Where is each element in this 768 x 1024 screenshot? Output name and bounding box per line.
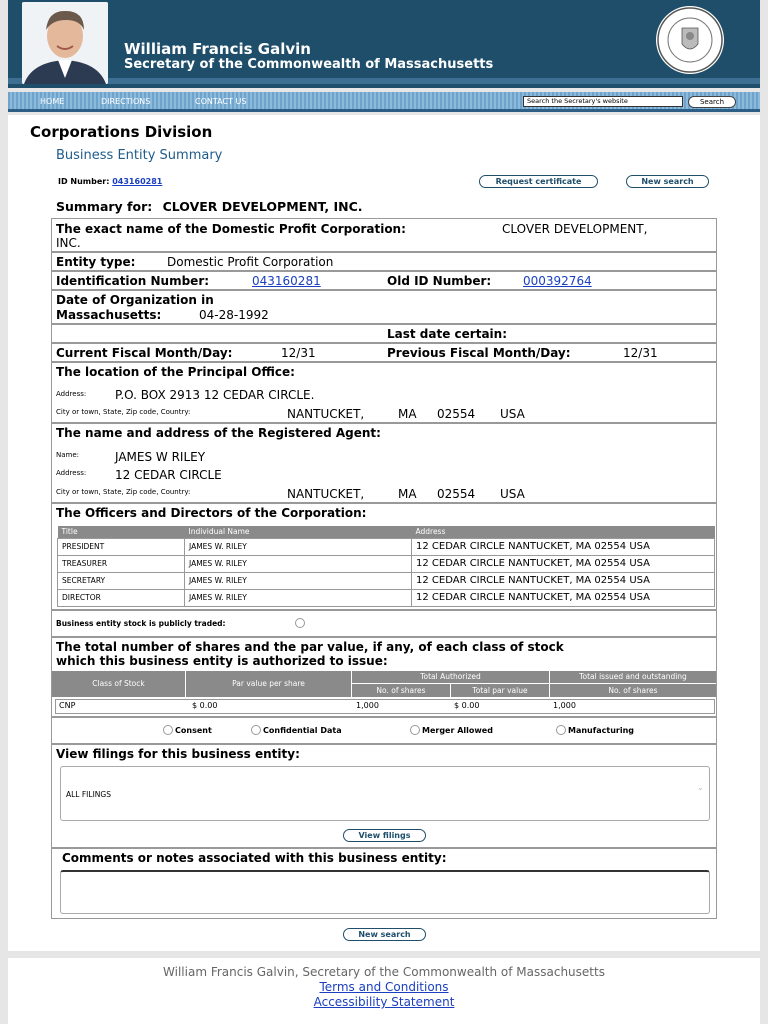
table-row	[58, 589, 715, 606]
filings-section	[51, 744, 717, 848]
previous-fiscal-value: 12/31	[623, 346, 658, 360]
agent-state: MA	[398, 487, 417, 501]
identification-number-label: Identification Number:	[56, 274, 210, 288]
officer-name: JAMES W. RILEY	[185, 555, 412, 572]
merger-allowed-label: Merger Allowed	[422, 726, 493, 735]
filings-selected-option: ALL FILINGS	[66, 790, 111, 799]
secretary-portrait	[22, 2, 108, 84]
principal-office-section	[51, 362, 717, 423]
site-header	[8, 0, 760, 88]
officer-address: 12 CEDAR CIRCLE NANTUCKET, MA 02554 USA	[412, 572, 715, 589]
officer-name: JAMES W. RILEY	[185, 538, 412, 555]
summary-entity-name: CLOVER DEVELOPMENT, INC.	[162, 199, 363, 214]
old-id-number-link[interactable]: 000392764	[523, 274, 592, 288]
date-of-organization-label-2: Massachusetts:	[56, 308, 162, 322]
manufacturing-checkbox[interactable]	[556, 725, 566, 735]
officers-col-title: Title	[58, 526, 185, 538]
secretary-title: Secretary of the Commonwealth of Massachusetts	[124, 57, 494, 72]
summary-label: Summary for:	[56, 199, 153, 214]
officer-name: JAMES W. RILEY	[185, 572, 412, 589]
confidential-data-checkbox[interactable]	[251, 725, 261, 735]
officer-address: 12 CEDAR CIRCLE NANTUCKET, MA 02554 USA	[412, 589, 715, 606]
officers-section	[51, 503, 717, 610]
exact-name-value-1: CLOVER DEVELOPMENT,	[502, 222, 648, 236]
chevron-down-icon: ⌄	[697, 783, 704, 792]
previous-fiscal-label: Previous Fiscal Month/Day:	[387, 346, 571, 360]
principal-city-label: City or town, State, Zip code, Country:	[56, 408, 191, 416]
stock-col-issued-shares: No. of shares	[550, 684, 716, 697]
accessibility-link[interactable]: Accessibility Statement	[313, 995, 455, 1009]
consent-label: Consent	[175, 726, 212, 735]
terms-link[interactable]: Terms and Conditions	[319, 980, 449, 994]
agent-city: NANTUCKET,	[287, 487, 365, 501]
fiscal-month-label: Current Fiscal Month/Day:	[56, 346, 233, 360]
exact-name-label: The exact name of the Domestic Profit Corporation:	[56, 222, 406, 236]
entity-flags-section	[51, 717, 717, 744]
exact-name-section	[51, 218, 717, 252]
stock-par-value: $ 0.00	[192, 701, 218, 710]
officers-header-row	[58, 526, 715, 538]
stock-col-total-issued: Total issued and outstanding	[550, 671, 716, 683]
stock-col-class: Class of Stock	[52, 671, 185, 697]
stock-col-total-authorized: Total Authorized	[352, 671, 549, 683]
fiscal-month-value: 12/31	[281, 346, 316, 360]
principal-office-heading: The location of the Principal Office:	[56, 365, 295, 379]
entity-type-label: Entity type:	[56, 255, 136, 269]
confidential-data-label: Confidential Data	[263, 726, 342, 735]
last-date-certain-section	[51, 324, 717, 343]
summary-heading	[56, 199, 363, 214]
officers-col-address: Address	[412, 526, 715, 538]
site-search-input[interactable]: Search the Secretary's website	[523, 96, 683, 107]
officers-table	[57, 526, 715, 607]
officer-title: TREASURER	[58, 555, 185, 572]
id-numbers-section	[51, 271, 717, 290]
nav-home-link[interactable]: HOME	[40, 97, 65, 106]
exact-name-value-2: INC.	[56, 236, 81, 250]
site-footer	[8, 958, 760, 1024]
officer-address: 12 CEDAR CIRCLE NANTUCKET, MA 02554 USA	[412, 538, 715, 555]
nav-directions-link[interactable]: DIRECTIONS	[101, 97, 151, 106]
principal-zip: 02554	[437, 407, 476, 421]
view-filings-button[interactable]: View filings	[343, 829, 426, 842]
principal-city: NANTUCKET,	[287, 407, 365, 421]
comments-section	[51, 848, 717, 919]
publicly-traded-label: Business entity stock is publicly traded:	[56, 619, 226, 628]
identification-number-link[interactable]: 043160281	[252, 274, 321, 288]
merger-allowed-checkbox[interactable]	[410, 725, 420, 735]
officers-heading: The Officers and Directors of the Corporation:	[56, 506, 367, 520]
table-row	[58, 555, 715, 572]
registered-agent-section	[51, 423, 717, 503]
officer-address: 12 CEDAR CIRCLE NANTUCKET, MA 02554 USA	[412, 555, 715, 572]
main-content	[8, 115, 760, 951]
stock-col-par: Par value per share	[186, 671, 351, 697]
id-number-link[interactable]: 043160281	[112, 177, 163, 186]
stock-heading-2: which this business entity is authorized to issue:	[56, 654, 388, 668]
manufacturing-label: Manufacturing	[568, 726, 634, 735]
id-number-line	[58, 177, 162, 186]
last-date-certain-label: Last date certain:	[387, 327, 507, 341]
agent-name-value: JAMES W RILEY	[115, 450, 206, 464]
new-search-button-top[interactable]: New search	[626, 175, 709, 188]
stock-class-value: CNP	[59, 701, 76, 710]
entity-type-value: Domestic Profit Corporation	[167, 255, 334, 269]
page-title: Corporations Division	[30, 123, 213, 141]
new-search-button-bottom[interactable]: New search	[343, 928, 426, 941]
stock-auth-shares-value: 1,000	[356, 701, 379, 710]
date-of-organization-label-1: Date of Organization in	[56, 293, 214, 307]
date-of-organization-section	[51, 290, 717, 324]
fiscal-section	[51, 343, 717, 362]
old-id-number-label: Old ID Number:	[387, 274, 492, 288]
officer-title: DIRECTOR	[58, 589, 185, 606]
principal-country: USA	[500, 407, 525, 421]
header-stripe	[8, 78, 760, 84]
officer-name: JAMES W. RILEY	[185, 589, 412, 606]
commonwealth-seal-icon	[656, 6, 724, 74]
footer-text: William Francis Galvin, Secretary of the Commonwealth of Massachusetts	[163, 965, 605, 979]
filings-heading: View filings for this business entity:	[56, 747, 300, 761]
officer-title: SECRETARY	[58, 572, 185, 589]
entity-type-section	[51, 252, 717, 271]
comments-heading: Comments or notes associated with this business entity:	[62, 851, 447, 865]
site-search-button[interactable]: Search	[688, 96, 736, 108]
publicly-traded-section	[51, 610, 717, 637]
request-certificate-button[interactable]: Request certificate	[479, 175, 598, 188]
agent-city-label: City or town, State, Zip code, Country:	[56, 488, 191, 496]
stock-col-auth-par: Total par value	[451, 684, 549, 697]
principal-state: MA	[398, 407, 417, 421]
agent-name-label: Name:	[56, 451, 80, 459]
id-number-label: ID Number:	[58, 177, 110, 186]
officers-col-name: Individual Name	[185, 526, 412, 538]
principal-address-value: P.O. BOX 2913 12 CEDAR CIRCLE.	[115, 388, 315, 402]
officer-title: PRESIDENT	[58, 538, 185, 555]
filings-select[interactable]	[60, 766, 710, 821]
stock-auth-par-value: $ 0.00	[454, 701, 480, 710]
agent-country: USA	[500, 487, 525, 501]
agent-address-value: 12 CEDAR CIRCLE	[115, 468, 222, 482]
agent-zip: 02554	[437, 487, 476, 501]
nav-contact-link[interactable]: CONTACT US	[195, 97, 247, 106]
page-subtitle: Business Entity Summary	[56, 148, 223, 163]
stock-issued-value: 1,000	[553, 701, 576, 710]
table-row	[58, 538, 715, 555]
secretary-name: William Francis Galvin	[124, 40, 311, 58]
stock-col-auth-shares: No. of shares	[352, 684, 450, 697]
consent-checkbox[interactable]	[163, 725, 173, 735]
agent-address-label: Address:	[56, 469, 87, 477]
top-nav	[8, 92, 760, 112]
table-row	[58, 572, 715, 589]
registered-agent-heading: The name and address of the Registered Agent:	[56, 426, 381, 440]
comments-textarea[interactable]	[60, 870, 710, 914]
stock-heading-1: The total number of shares and the par value, if any, of each class of stock	[56, 640, 564, 654]
stock-row	[55, 699, 715, 714]
principal-address-label: Address:	[56, 390, 87, 398]
publicly-traded-checkbox[interactable]	[295, 618, 305, 628]
stock-section	[51, 637, 717, 717]
date-of-organization-value: 04-28-1992	[199, 308, 269, 322]
